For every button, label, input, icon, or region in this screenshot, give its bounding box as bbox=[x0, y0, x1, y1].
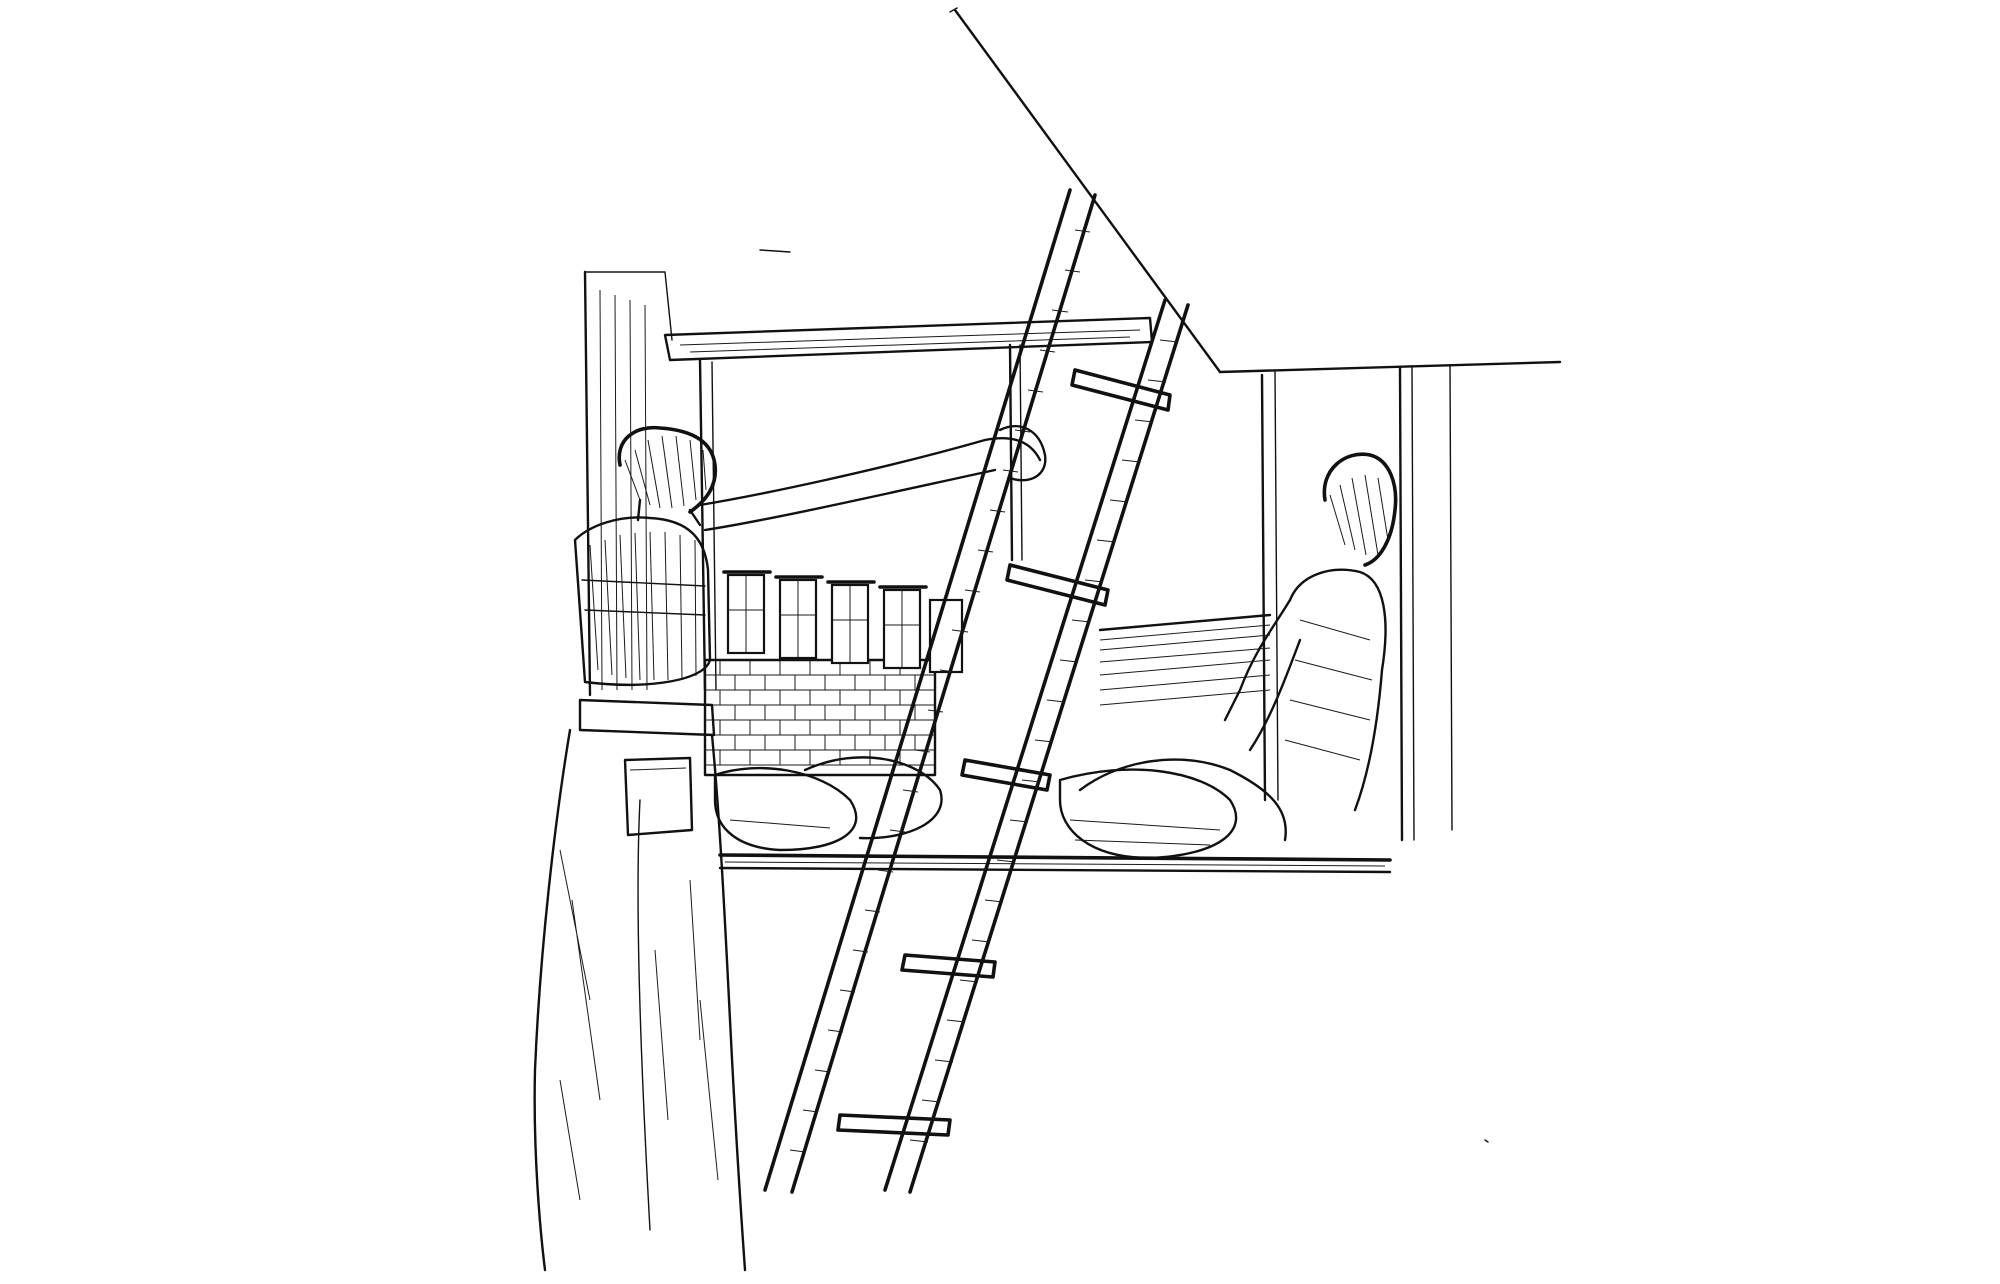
brick-building-view bbox=[705, 572, 1270, 775]
standing-person-torso bbox=[575, 517, 710, 684]
seated-person-body bbox=[1290, 570, 1386, 810]
loft-platform-edge bbox=[720, 855, 1390, 860]
roof-hatch bbox=[950, 8, 1220, 372]
bedding bbox=[715, 757, 1236, 858]
standing-person-trousers bbox=[535, 730, 570, 1270]
hatch-lid-edge bbox=[955, 10, 1220, 372]
standing-person bbox=[535, 426, 1046, 1270]
right-ceiling-line bbox=[1220, 362, 1560, 372]
right-window-post bbox=[1262, 375, 1265, 800]
left-wall-edge bbox=[585, 272, 590, 695]
ladder-rungs bbox=[838, 370, 1170, 1135]
seated-person-head bbox=[1324, 454, 1395, 565]
